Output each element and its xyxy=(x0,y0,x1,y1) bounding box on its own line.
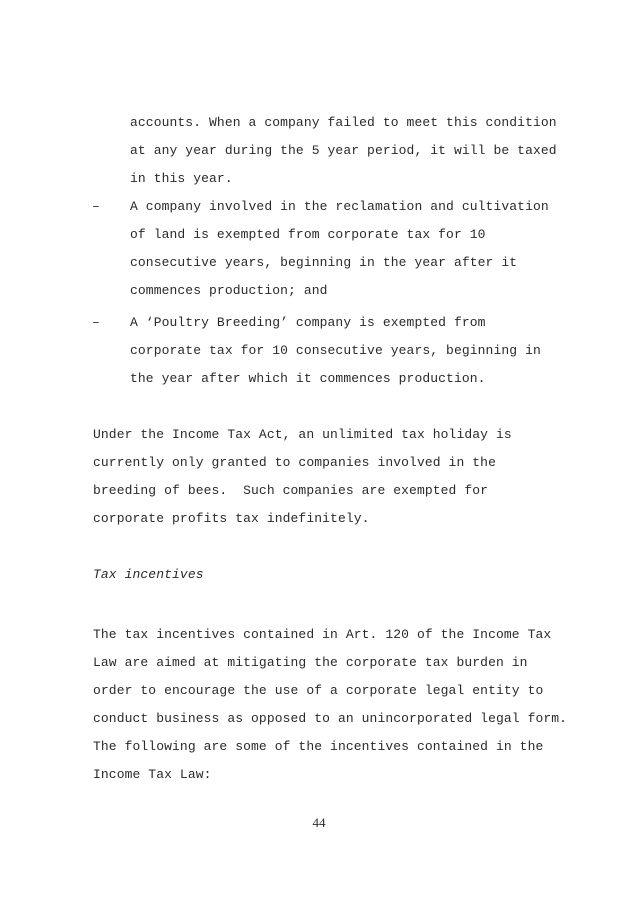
incentives-line-2: Law are aimed at mitigating the corporate tax burden in xyxy=(93,655,528,670)
bullet-2-line-1: A ‘Poultry Breeding’ company is exempted from xyxy=(130,315,486,330)
continuation-line-1: accounts. When a company failed to meet this condition xyxy=(130,115,557,130)
bullet-2-line-2: corporate tax for 10 consecutive years, beginning in xyxy=(130,343,541,358)
bullet-2-line-3: the year after which it commences production. xyxy=(130,371,486,386)
tax-holiday-line-4: corporate profits tax indefinitely. xyxy=(93,511,370,526)
incentives-line-6: Income Tax Law: xyxy=(93,767,212,782)
continuation-line-3: in this year. xyxy=(130,171,233,186)
bullet-1-line-4: commences production; and xyxy=(130,283,328,298)
incentives-line-3: order to encourage the use of a corporate legal entity to xyxy=(93,683,544,698)
bullet-1-line-2: of land is exempted from corporate tax for 10 xyxy=(130,227,486,242)
section-heading: Tax incentives xyxy=(93,567,204,582)
tax-holiday-line-1: Under the Income Tax Act, an unlimited tax holiday is xyxy=(93,427,512,442)
bullet-1-line-1: A company involved in the reclamation and cultivation xyxy=(130,199,549,214)
continuation-line-2: at any year during the 5 year period, it will be taxed xyxy=(130,143,557,158)
bullet-1-line-3: consecutive years, beginning in the year after it xyxy=(130,255,518,270)
bullet-dash-1: – xyxy=(92,199,100,214)
bullet-dash-2: – xyxy=(92,315,100,330)
page-number: 44 xyxy=(312,815,326,830)
incentives-line-4: conduct business as opposed to an unincorporated legal form. xyxy=(93,711,568,726)
incentives-line-1: The tax incentives contained in Art. 120 of the Income Tax xyxy=(93,627,552,642)
tax-holiday-line-3: breeding of bees. Such companies are exempted for xyxy=(93,483,489,498)
incentives-line-5: The following are some of the incentives contained in the xyxy=(93,739,544,754)
tax-holiday-line-2: currently only granted to companies involved in the xyxy=(93,455,496,470)
